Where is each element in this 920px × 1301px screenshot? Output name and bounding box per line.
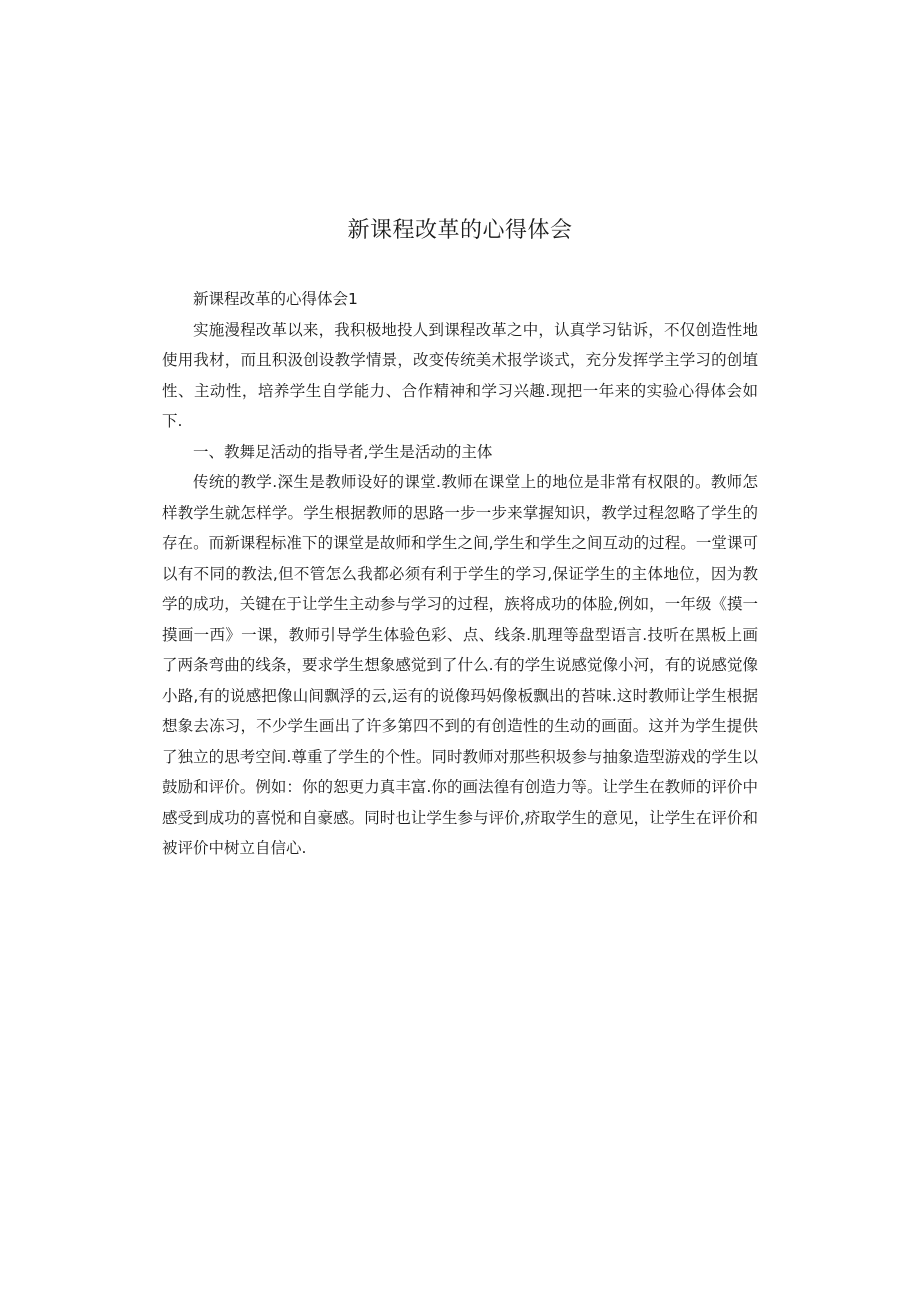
subsection-heading-1: 一、教舞足活动的指导者,学生是活动的主体 (193, 442, 493, 461)
section-heading-1: 新课程改革的心得体会1 (193, 290, 358, 308)
document-body (162, 284, 758, 864)
document-title: 新课程改革的心得体会 (347, 218, 573, 243)
body-paragraph: 传统的教学.深生是教师设好的课堂.教师在课堂上的地位是非常有权限的。教师怎样教学生就怎样学。学生根据教师的思路一步一步来掌握知识，教学过程忽略了学生的存在。而新课程标准下的课堂是故师和学生之间,学生和学生之间互动的过程。一堂课可以有不同的教法,但不管怎么我都必须有利于学生的学习,保证学生的主体地位，因为教学的成功，关键在于让学生主动参与学习的过程，族将成功的体脸,例如，一年级《摸一摸画一西》一课，教师引导学生体验色彩、点、线条.肌理等盘型语言.技听在黑板上画了两条弯曲的线条，要求学生想象感觉到了什么.有的学生说感觉像小河，有的说感觉像小路,有的说感把像山间飘浮的云,运有的说像玛妈像板飘出的苔味.这时教师让学生根据想象去冻习，不少学生画出了许多第四不到的有创造性的生动的画面。这并为学生提供了独立的思考空间.尊重了学生的个性。同时教师对那些积圾参与抽象造型游戏的学生以鼓励和评价。例如：你的恕更力真丰富.你的画法徨有创造力等。让学生在教师的评价中感受到成功的喜悦和自豪感。同时也让学生参与评价,疥取学生的意见，让学生在评价和被评价中树立自信心. (162, 473, 758, 857)
intro-paragraph: 实施漫程改革以来，我积极地投人到课程改革之中，认真学习钻诉，不仅创造性地使用我材，而且积汲创设教学情景，改变传统美术报学谈式，充分发挥学主学习的创埴性、主动性，培养学生自学能力、合作精神和学习兴趣.现把一年来的实验心得体会如下. (162, 320, 758, 430)
